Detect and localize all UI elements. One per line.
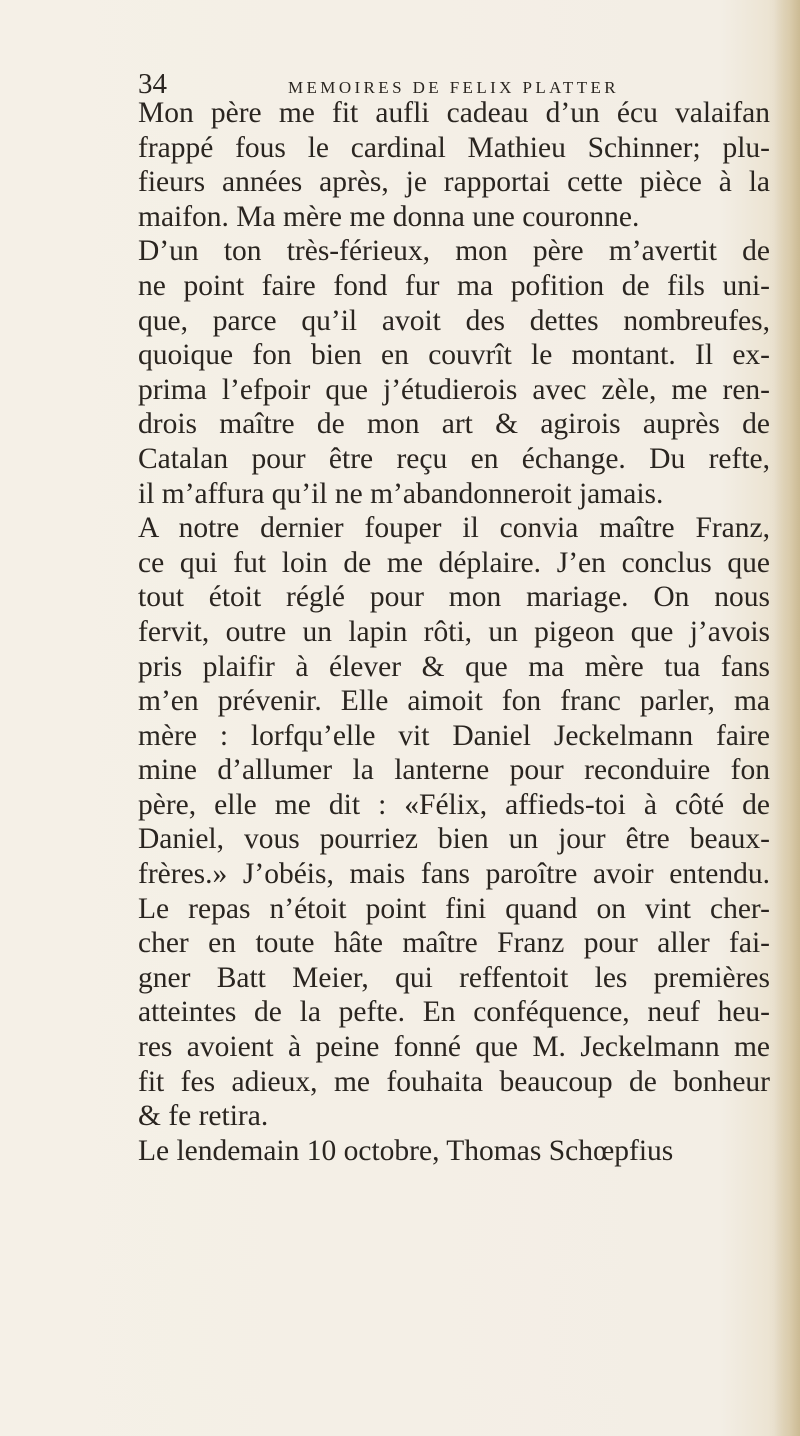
text-line: Le lendemain 10 octobre, Thomas Schœpfius bbox=[138, 1134, 674, 1167]
text-line: tout étoit réglé pour mon mariage. On nous bbox=[138, 581, 770, 614]
text-line: mère : lorfqu’elle vit Daniel Jeckelmann faire bbox=[138, 719, 770, 752]
text-line: fervit, outre un lapin rôti, un pigeon que j’avois bbox=[138, 615, 770, 648]
text-line: quoique fon bien en couvrît le montant. Il ex- bbox=[138, 339, 770, 372]
running-title: MEMOIRES DE FELIX PLATTER bbox=[288, 78, 620, 97]
text-line: frères.» J’obéis, mais fans paroître avoir entendu. bbox=[138, 858, 770, 891]
text-line: cher en toute hâte maître Franz pour aller fai- bbox=[138, 927, 770, 960]
text-line: Mon père me fit aufli cadeau d’un écu valaifan bbox=[138, 97, 770, 129]
text-line: ce qui fut loin de me déplaire. J’en conclus que bbox=[138, 546, 770, 579]
text-line: il m’affura qu’il ne m’abandonneroit jamais. bbox=[138, 477, 664, 510]
text-line: res avoient à peine fonné que M. Jeckelmann me bbox=[138, 1031, 770, 1064]
text-line: fieurs années après, je rapportai cette pièce à la bbox=[138, 166, 770, 199]
text-line: D’un ton très-férieux, mon père m’avertit de bbox=[138, 235, 770, 268]
text-line: Catalan pour être reçu en échange. Du refte, bbox=[138, 442, 770, 475]
page-number: 34 bbox=[138, 68, 167, 100]
text-line: A notre dernier fouper il convia maître Franz, bbox=[138, 512, 770, 545]
text-line: drois maître de mon art & agirois auprès de bbox=[138, 408, 770, 441]
text-line: Le repas n’étoit point fini quand on vint cher- bbox=[138, 892, 770, 925]
text-line: mine d’allumer la lanterne pour reconduire fon bbox=[138, 754, 770, 787]
text-line: ne point faire fond fur ma pofition de fils uni- bbox=[138, 269, 770, 302]
text-line: père, elle me dit : «Félix, affieds-toi à côté de bbox=[138, 788, 770, 821]
text-line: Daniel, vous pourriez bien un jour être beaux- bbox=[138, 823, 770, 856]
text-line: fit fes adieux, me fouhaita beaucoup de bonheur bbox=[138, 1065, 770, 1098]
text-line: & fe retira. bbox=[138, 1100, 269, 1133]
text-line: maifon. Ma mère me donna une couronne. bbox=[138, 200, 640, 233]
text-line: frappé fous le cardinal Mathieu Schinner; plu- bbox=[138, 131, 770, 164]
text-line: atteintes de la pefte. En conféquence, neuf heu- bbox=[138, 996, 770, 1029]
text-line: prima l’efpoir que j’étudierois avec zèle, me ren- bbox=[138, 373, 770, 406]
text-line: que, parce qu’il avoit des dettes nombreufes, bbox=[138, 304, 770, 337]
text-line: pris plaifir à élever & que ma mère tua fans bbox=[138, 650, 770, 683]
page-edge bbox=[774, 0, 800, 1436]
text-line: m’en prévenir. Elle aimoit fon franc parler, ma bbox=[138, 685, 770, 718]
text-line: gner Batt Meier, qui reffentoit les premières bbox=[138, 961, 770, 994]
body-text bbox=[138, 96, 770, 1168]
